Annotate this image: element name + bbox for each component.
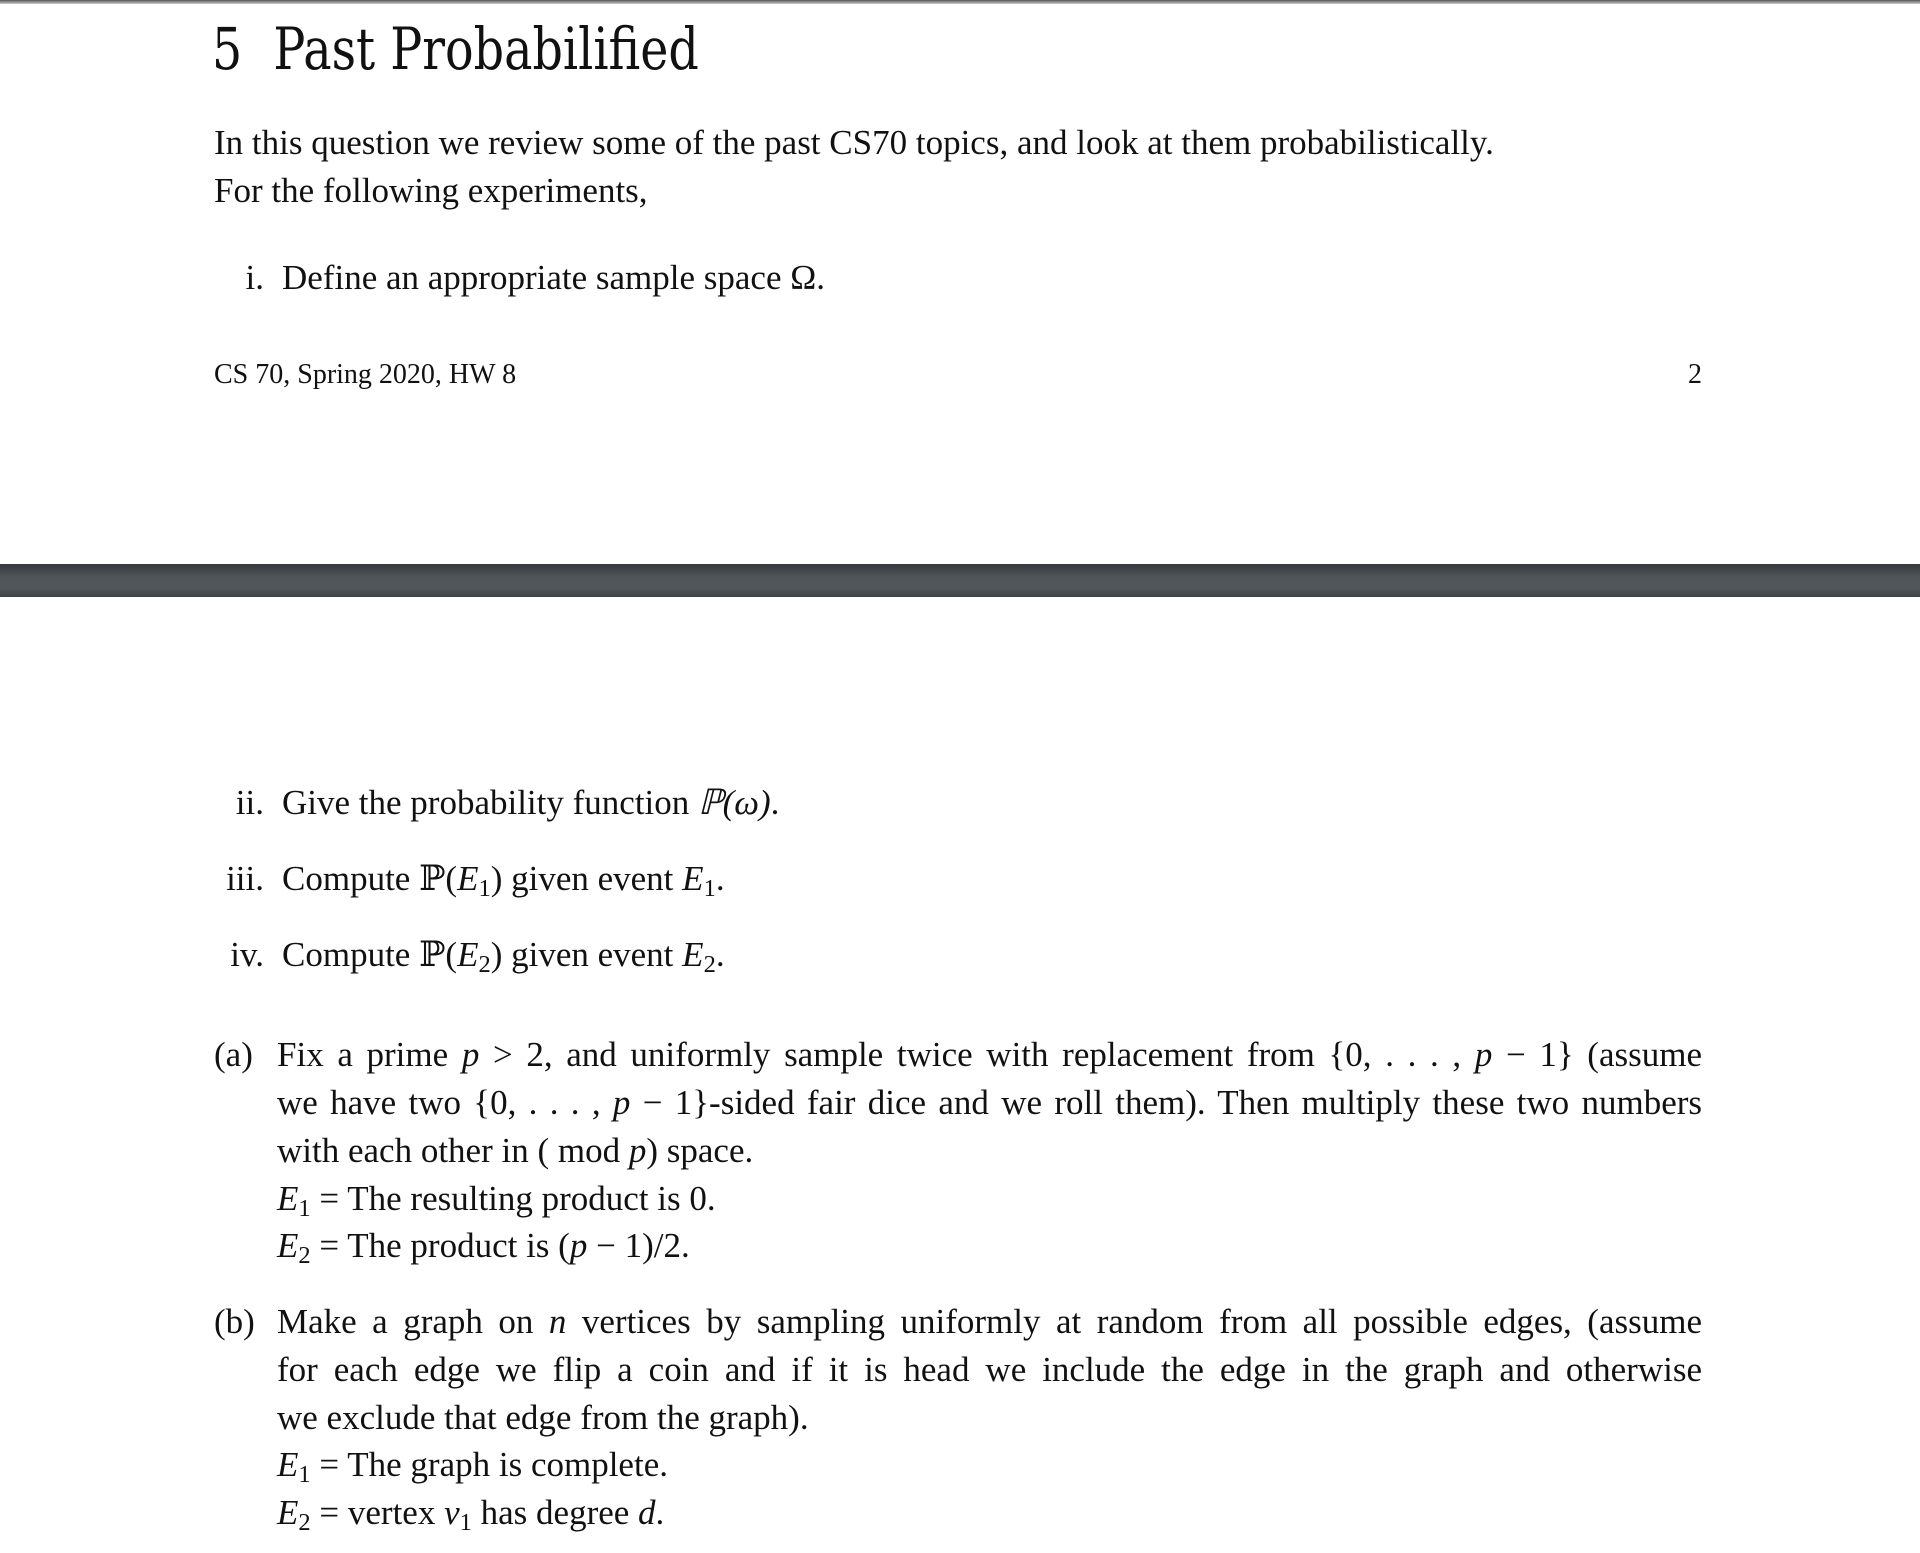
part-a-line-2: we have two {0, . . . , p − 1}-sided fair dice and we roll them). Then multiply these two numbers bbox=[277, 1083, 1702, 1122]
step-text: Define an appropriate sample space Ω. bbox=[282, 258, 825, 297]
step-label: i. bbox=[245, 258, 264, 297]
section-heading bbox=[212, 14, 699, 84]
part-b-event-1: $E_1$ = The graph is complete. bbox=[277, 1445, 668, 1489]
step-label: iii. bbox=[226, 859, 264, 898]
step-label: iv. bbox=[230, 935, 264, 974]
intro-line-2: For the following experiments, bbox=[214, 171, 648, 210]
part-a-line-3: with each other in ( mod p) space. bbox=[277, 1131, 754, 1170]
part-a-line-1: Fix a prime p > 2, and uniformly sample twice with replacement from {0, . . . , p − 1} (assume bbox=[277, 1035, 1702, 1074]
step-text: Give the probability function ℙ(ω). bbox=[282, 783, 780, 822]
part-b-event-2: $E_2$ = vertex $v_1$ has degree d. bbox=[277, 1493, 665, 1537]
part-a-event-1: $E_1$ = The resulting product is 0. bbox=[277, 1179, 716, 1223]
section-number: 5 bbox=[212, 15, 243, 83]
part-a-event-2: $E_2$ = The product is (p − 1)/2. bbox=[277, 1226, 690, 1270]
step-text: Compute $ℙ(E_2)$ given event $E_2$. bbox=[282, 935, 725, 979]
part-label: (a) bbox=[214, 1035, 253, 1074]
step-text: Compute $ℙ(E_1)$ given event $E_1$. bbox=[282, 859, 725, 903]
part-label: (b) bbox=[214, 1302, 255, 1341]
part-b-line-3: we exclude that edge from the graph). bbox=[277, 1398, 809, 1437]
step-label: ii. bbox=[235, 783, 264, 822]
section-title: Past Probabilified bbox=[273, 15, 699, 83]
footer-page-number: 2 bbox=[1688, 359, 1702, 390]
part-b-line-2: for each edge we flip a coin and if it is head we include the edge in the graph and otherwise bbox=[277, 1350, 1702, 1389]
viewer-top-edge bbox=[0, 0, 1920, 4]
page-separator bbox=[0, 564, 1920, 597]
part-b-line-1: Make a graph on n vertices by sampling uniformly at random from all possible edges, (assume bbox=[277, 1302, 1702, 1341]
intro-line-1: In this question we review some of the past CS70 topics, and look at them probabilistically. bbox=[214, 123, 1494, 162]
footer-course: CS 70, Spring 2020, HW 8 bbox=[214, 359, 517, 390]
